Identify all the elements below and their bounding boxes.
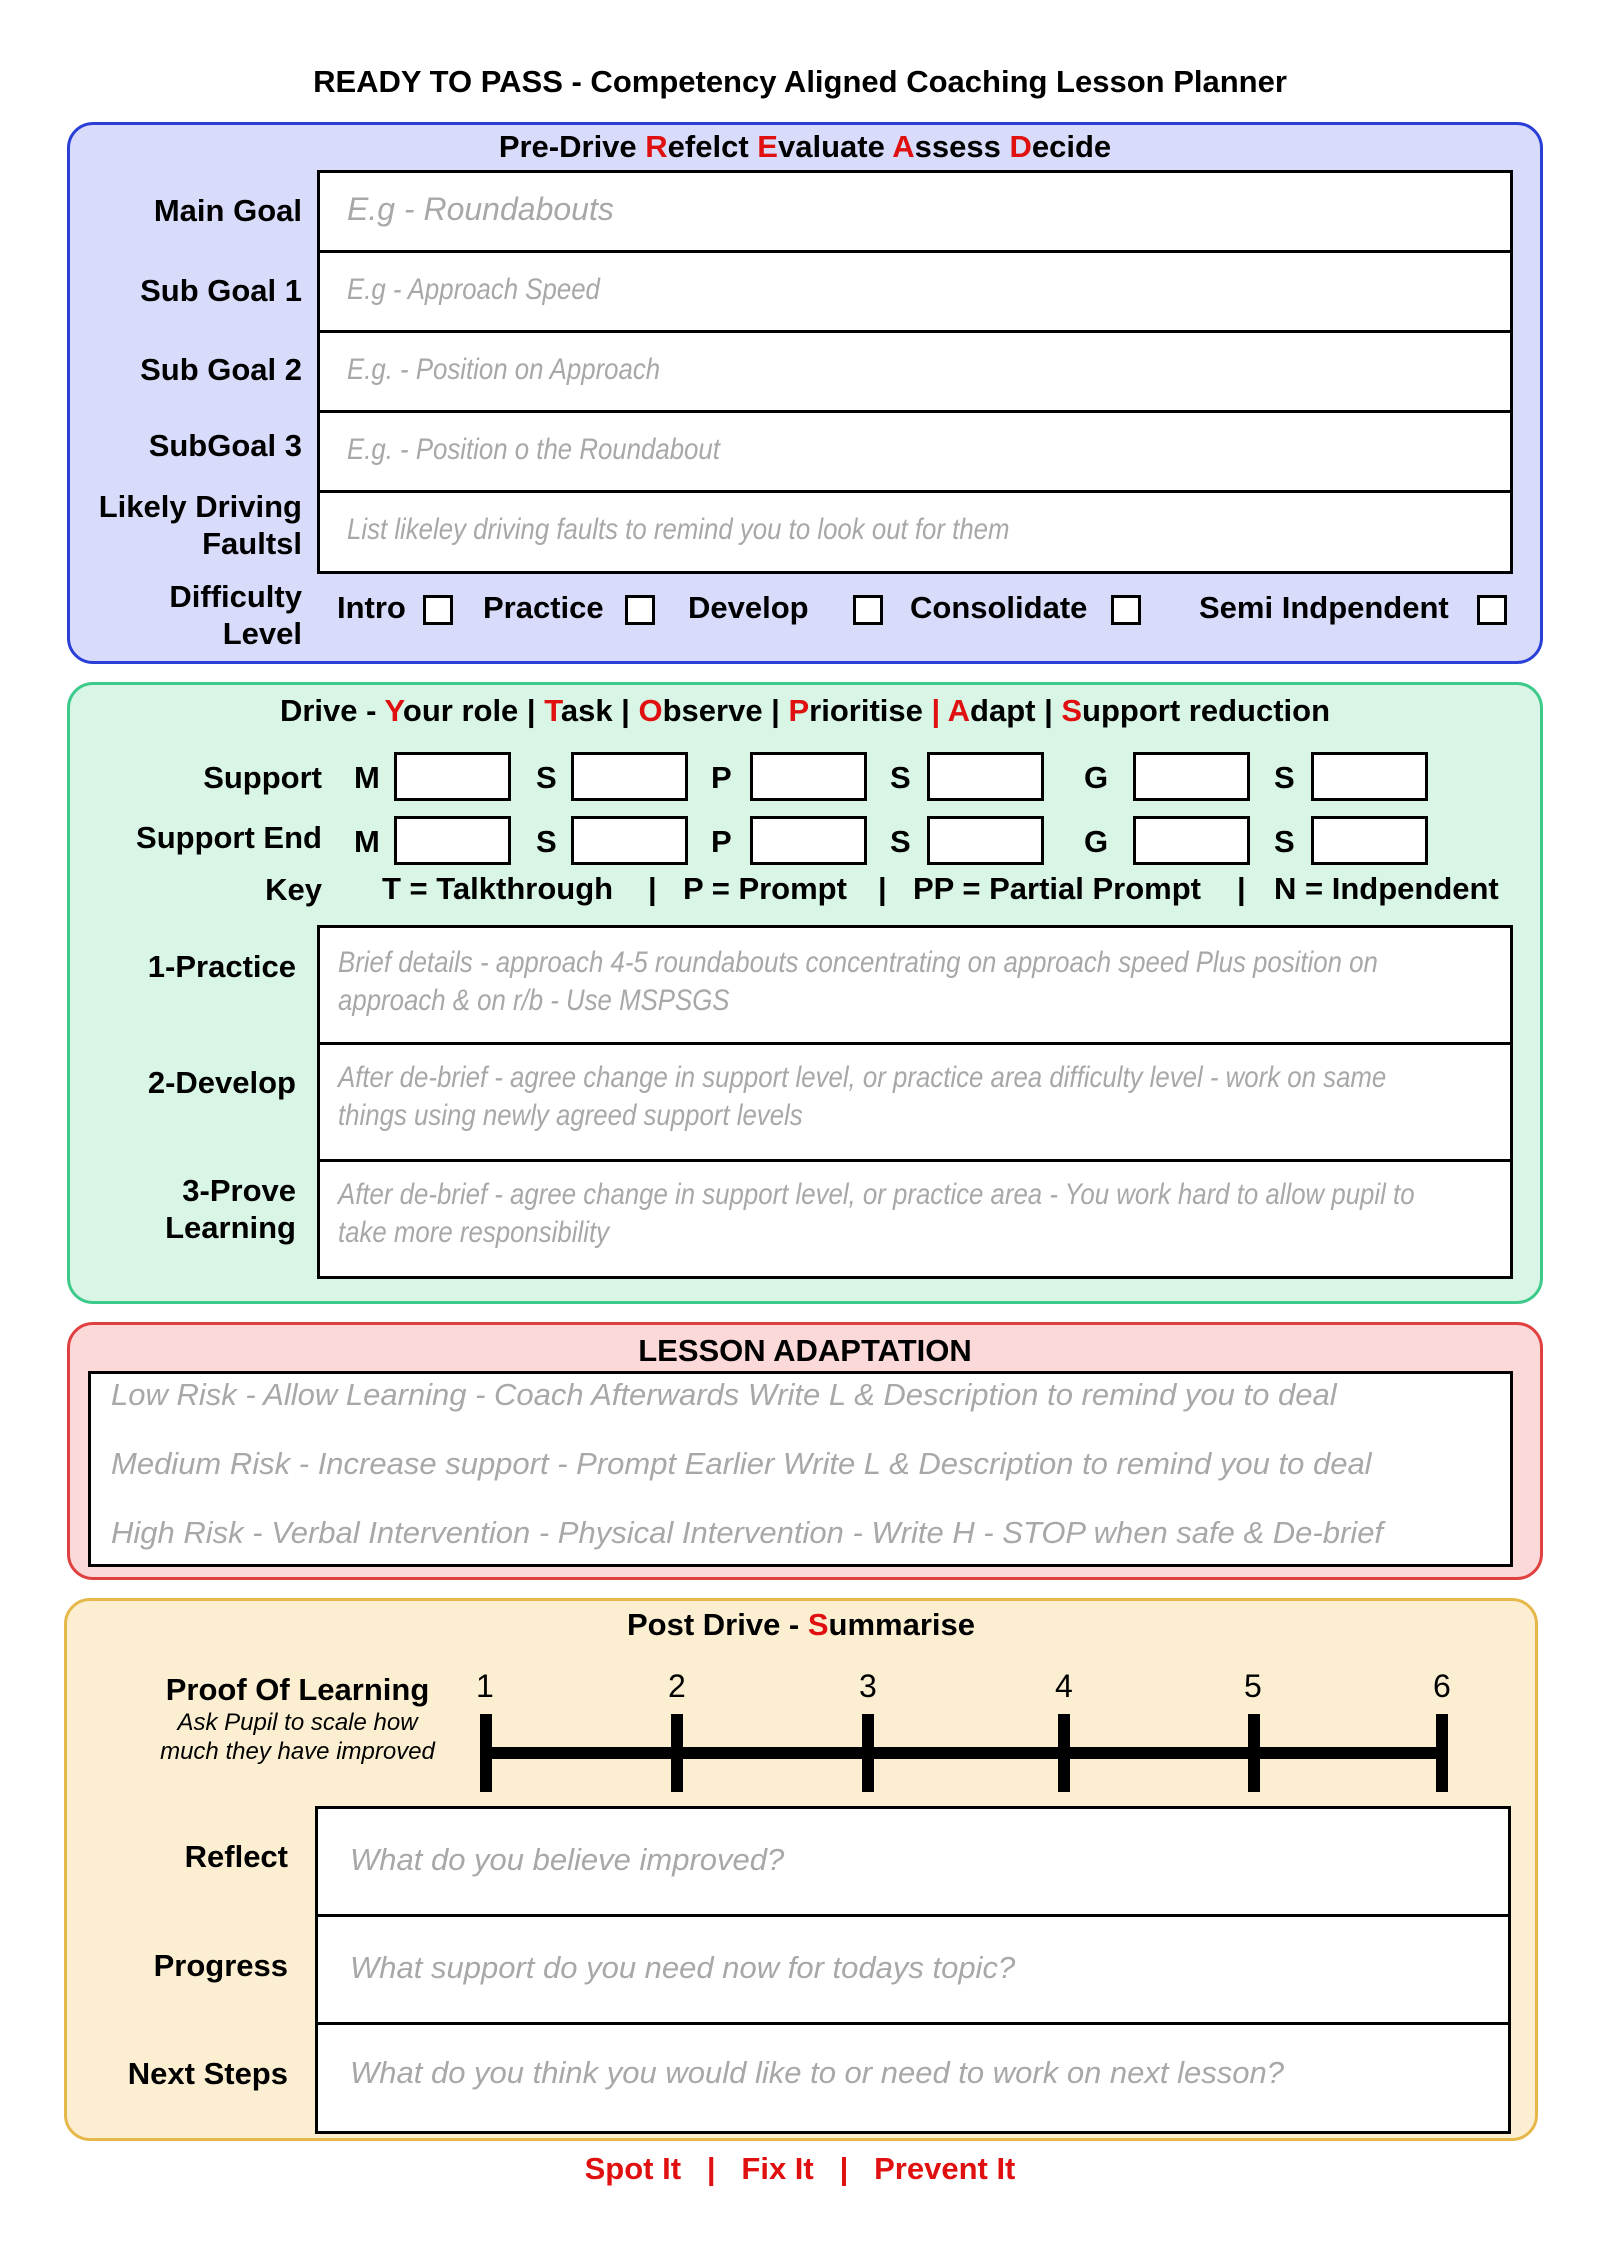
reflect-label: Reflect bbox=[184, 1839, 288, 1874]
support-letter: P bbox=[711, 760, 732, 795]
main-goal-placeholder: E.g - Roundabouts bbox=[347, 191, 614, 227]
main-goal-input[interactable] bbox=[317, 170, 1513, 253]
next-steps-placeholder: What do you think you would like to or need to work on next lesson? bbox=[350, 2055, 1284, 2090]
title-initial: O bbox=[638, 693, 663, 728]
support-end-box-p[interactable] bbox=[750, 816, 867, 865]
key-separator: | bbox=[648, 871, 657, 906]
pre-drive-title-prefix: Pre-Drive bbox=[498, 129, 646, 164]
likely-faults-placeholder: List likeley driving faults to remind you to look out for them bbox=[347, 513, 1010, 546]
support-end-label: Support End bbox=[136, 820, 322, 855]
placeholder-line: Brief details - approach 4-5 roundabouts concentrating on approach speed Plus position on bbox=[338, 946, 1378, 979]
support-letter: S bbox=[1274, 760, 1295, 795]
support-letter: S bbox=[890, 760, 911, 795]
title-rest: ask | bbox=[560, 693, 639, 728]
key-label: Key bbox=[265, 872, 322, 907]
adaptation-medium-risk: Medium Risk - Increase support - Prompt Earlier Write L & Description to remind you to deal bbox=[111, 1446, 1372, 1481]
stage-practice-input[interactable] bbox=[317, 925, 1513, 1045]
likely-faults-label-line1: Likely Driving bbox=[98, 489, 302, 524]
progress-placeholder: What support do you need now for todays topic? bbox=[350, 1950, 1016, 1985]
sub-goal-2-input[interactable] bbox=[317, 330, 1513, 413]
stage-develop-placeholder bbox=[338, 1059, 1386, 1135]
placeholder-line: take more responsibility bbox=[338, 1216, 610, 1249]
stage-prove-label bbox=[60, 1172, 296, 1246]
likely-faults-label-line2: Faultsl bbox=[202, 526, 302, 561]
support-letter: S bbox=[536, 760, 557, 795]
stage-practice-label: 1-Practice bbox=[147, 949, 296, 984]
intro-checkbox[interactable] bbox=[423, 595, 453, 625]
sub-goal-1-placeholder: E.g - Approach Speed bbox=[347, 273, 600, 306]
title-initial: P bbox=[788, 693, 810, 728]
page-title: READY TO PASS - Competency Aligned Coaching Lesson Planner bbox=[313, 64, 1287, 99]
title-rest: bserve | bbox=[662, 693, 789, 728]
support-box-m[interactable] bbox=[394, 752, 511, 801]
title-initial: S bbox=[807, 1607, 829, 1642]
title-initial: D bbox=[1009, 129, 1032, 164]
proof-subtext-line: much they have improved bbox=[160, 1738, 435, 1765]
title-rest: ummarise bbox=[828, 1607, 976, 1642]
proof-of-learning-subtext bbox=[140, 1708, 455, 1766]
title-initial: Y bbox=[384, 693, 403, 728]
stage-prove-label-line2: Learning bbox=[165, 1210, 296, 1245]
stage-prove-placeholder bbox=[338, 1176, 1415, 1252]
adaptation-high-risk: High Risk - Verbal Intervention - Physical Intervention - Write H - STOP when safe & De-brief bbox=[111, 1515, 1384, 1550]
scale-line bbox=[480, 1747, 1448, 1759]
post-drive-title bbox=[67, 1607, 1535, 1643]
support-end-box-s1[interactable] bbox=[571, 816, 688, 865]
stage-prove-label-line1: 3-Prove bbox=[182, 1173, 296, 1208]
scale-tick-3[interactable] bbox=[862, 1714, 874, 1792]
support-box-s1[interactable] bbox=[571, 752, 688, 801]
footer-tagline bbox=[0, 2151, 1600, 2187]
support-end-letter: S bbox=[536, 824, 557, 859]
scale-number-1: 1 bbox=[476, 1668, 494, 1704]
likely-faults-label bbox=[60, 488, 302, 562]
pre-drive-title bbox=[70, 129, 1540, 165]
support-end-letter: M bbox=[354, 824, 380, 859]
stage-prove-input[interactable] bbox=[317, 1159, 1513, 1279]
adaptation-low-risk: Low Risk - Allow Learning - Coach Afterwards Write L & Description to remind you to deal bbox=[111, 1377, 1337, 1412]
main-goal-label: Main Goal bbox=[153, 193, 302, 228]
footer-separator: | bbox=[839, 2151, 849, 2186]
proof-subtext-line: Ask Pupil to scale how bbox=[177, 1709, 418, 1736]
likely-faults-input[interactable] bbox=[317, 490, 1513, 574]
scale-number-2: 2 bbox=[668, 1668, 686, 1704]
sub-goal-1-label: Sub Goal 1 bbox=[140, 273, 302, 308]
scale-tick-5[interactable] bbox=[1248, 1714, 1260, 1792]
title-rest: ssess bbox=[914, 129, 1010, 164]
key-separator: | bbox=[878, 871, 887, 906]
key-partial-prompt: PP = Partial Prompt bbox=[913, 871, 1202, 906]
support-end-letter: S bbox=[1274, 824, 1295, 859]
support-end-box-m[interactable] bbox=[394, 816, 511, 865]
sub-goal-1-input[interactable] bbox=[317, 250, 1513, 333]
difficulty-label bbox=[60, 578, 302, 652]
key-separator: | bbox=[1237, 871, 1246, 906]
support-box-g[interactable] bbox=[1133, 752, 1250, 801]
difficulty-option-consolidate: Consolidate bbox=[910, 590, 1088, 625]
support-end-letter: G bbox=[1084, 824, 1109, 859]
sub-goal-2-label: Sub Goal 2 bbox=[140, 352, 302, 387]
difficulty-option-practice: Practice bbox=[483, 590, 604, 625]
support-box-s3[interactable] bbox=[1311, 752, 1428, 801]
support-letter: M bbox=[354, 760, 380, 795]
footer-prevent-it: Prevent It bbox=[874, 2151, 1016, 2186]
stage-practice-placeholder bbox=[338, 944, 1378, 1020]
develop-checkbox[interactable] bbox=[853, 595, 883, 625]
title-initial: T bbox=[544, 693, 561, 728]
support-box-s2[interactable] bbox=[927, 752, 1044, 801]
placeholder-line: approach & on r/b - Use MSPSGS bbox=[338, 984, 730, 1017]
support-label: Support bbox=[203, 760, 322, 795]
sub-goal-2-placeholder: E.g. - Position on Approach bbox=[347, 353, 661, 386]
title-rest: valuate bbox=[777, 129, 893, 164]
support-end-box-s2[interactable] bbox=[927, 816, 1044, 865]
title-rest: upport reduction bbox=[1082, 693, 1331, 728]
semi-independent-checkbox[interactable] bbox=[1477, 595, 1507, 625]
drive-title bbox=[70, 693, 1540, 729]
title-rest: ecide bbox=[1031, 129, 1112, 164]
scale-number-4: 4 bbox=[1055, 1668, 1073, 1704]
reflect-placeholder: What do you believe improved? bbox=[350, 1842, 785, 1877]
support-end-letter: S bbox=[890, 824, 911, 859]
footer-separator: | bbox=[706, 2151, 716, 2186]
difficulty-label-line1: Difficulty bbox=[169, 579, 302, 614]
footer-spot-it: Spot It bbox=[584, 2151, 682, 2186]
key-prompt: P = Prompt bbox=[683, 871, 847, 906]
support-letter: G bbox=[1084, 760, 1109, 795]
difficulty-option-semi-independent: Semi Indpendent bbox=[1199, 590, 1449, 625]
key-talkthrough: T = Talkthrough bbox=[382, 871, 614, 906]
adaptation-title: LESSON ADAPTATION bbox=[638, 1333, 972, 1368]
reflect-input[interactable] bbox=[315, 1806, 1511, 1917]
footer-fix-it: Fix It bbox=[741, 2151, 814, 2186]
consolidate-checkbox[interactable] bbox=[1111, 595, 1141, 625]
adaptation-box[interactable] bbox=[88, 1371, 1513, 1567]
title-initial: | A bbox=[931, 693, 971, 728]
title-rest: dapt | bbox=[970, 693, 1062, 728]
stage-develop-label: 2-Develop bbox=[147, 1065, 296, 1100]
title-prefix: Post Drive - bbox=[626, 1607, 808, 1642]
sub-goal-3-label: SubGoal 3 bbox=[148, 428, 302, 463]
sub-goal-3-placeholder: E.g. - Position o the Roundabout bbox=[347, 433, 720, 466]
difficulty-option-intro: Intro bbox=[337, 590, 406, 625]
title-initial: A bbox=[892, 129, 915, 164]
scale-tick-6[interactable] bbox=[1436, 1714, 1448, 1792]
progress-input[interactable] bbox=[315, 1914, 1511, 2025]
scale-number-5: 5 bbox=[1244, 1668, 1262, 1704]
support-end-letter: P bbox=[711, 824, 732, 859]
proof-of-learning-label: Proof Of Learning bbox=[165, 1672, 430, 1707]
title-rest: rioritise bbox=[809, 693, 932, 728]
difficulty-label-line2: Level bbox=[222, 616, 302, 651]
scale-number-3: 3 bbox=[859, 1668, 877, 1704]
title-prefix: Drive - bbox=[279, 693, 385, 728]
placeholder-line: After de-brief - agree change in support level, or practice area difficulty level - work on same bbox=[338, 1061, 1387, 1094]
scale-number-6: 6 bbox=[1433, 1668, 1451, 1704]
support-box-p[interactable] bbox=[750, 752, 867, 801]
title-initial: S bbox=[1061, 693, 1083, 728]
placeholder-line: things using newly agreed support levels bbox=[338, 1099, 803, 1132]
placeholder-line: After de-brief - agree change in support level, or practice area - You work hard to allow pupil to bbox=[338, 1178, 1415, 1211]
support-end-box-s3[interactable] bbox=[1311, 816, 1428, 865]
key-independent: N = Indpendent bbox=[1274, 871, 1499, 906]
title-initial: R bbox=[645, 129, 668, 164]
progress-label: Progress bbox=[153, 1948, 288, 1983]
scale-tick-4[interactable] bbox=[1058, 1714, 1070, 1792]
stage-develop-input[interactable] bbox=[317, 1042, 1513, 1162]
scale-tick-2[interactable] bbox=[671, 1714, 683, 1792]
sub-goal-3-input[interactable] bbox=[317, 410, 1513, 493]
practice-checkbox[interactable] bbox=[625, 595, 655, 625]
title-rest: efelct bbox=[667, 129, 758, 164]
scale-tick-1[interactable] bbox=[480, 1714, 492, 1792]
difficulty-option-develop: Develop bbox=[688, 590, 809, 625]
title-initial: E bbox=[757, 129, 778, 164]
title-rest: our role | bbox=[402, 693, 545, 728]
next-steps-input[interactable] bbox=[315, 2022, 1511, 2134]
support-end-box-g[interactable] bbox=[1133, 816, 1250, 865]
next-steps-label: Next Steps bbox=[127, 2056, 288, 2091]
